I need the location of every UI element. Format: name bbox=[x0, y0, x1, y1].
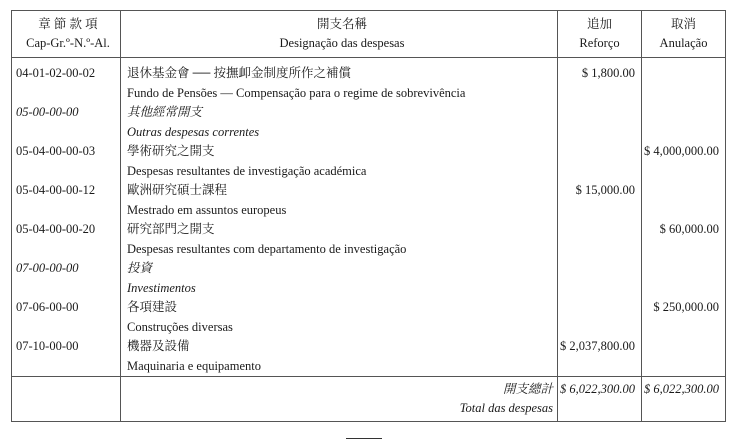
row-designation-zh: 學術研究之開支 bbox=[121, 142, 558, 162]
row-designation-zh: 其他經常開支 bbox=[121, 103, 558, 123]
table-row bbox=[12, 220, 726, 240]
header-designation-pt: Designação das despesas bbox=[279, 36, 405, 50]
total-label-pt: Total das despesas bbox=[459, 401, 553, 415]
header-anulacao-zh: 取消 bbox=[670, 17, 696, 31]
total-label bbox=[121, 377, 558, 422]
table-row bbox=[12, 298, 726, 318]
table-row bbox=[12, 337, 726, 357]
header-code-zh: 章 節 款 項 bbox=[38, 17, 98, 31]
row-designation-zh: 投資 bbox=[121, 259, 558, 279]
row-code: 05-00-00-00 bbox=[12, 103, 121, 123]
table-row bbox=[12, 142, 726, 162]
table-row bbox=[12, 357, 726, 377]
row-anulacao bbox=[642, 103, 726, 123]
row-code: 07-00-00-00 bbox=[12, 259, 121, 279]
row-code: 05-04-00-00-20 bbox=[12, 220, 121, 240]
budget-table bbox=[11, 10, 726, 422]
row-designation-zh: 歐洲研究碩士課程 bbox=[121, 181, 558, 201]
row-code: 07-06-00-00 bbox=[12, 298, 121, 318]
row-anulacao bbox=[642, 181, 726, 201]
row-reforco: $ 2,037,800.00 bbox=[558, 337, 642, 357]
row-code: 04-01-02-00-02 bbox=[12, 58, 121, 84]
row-designation-zh: 各項建設 bbox=[121, 298, 558, 318]
row-reforco: $ 1,800.00 bbox=[558, 58, 642, 84]
row-code: 05-04-00-00-12 bbox=[12, 181, 121, 201]
header-reforco bbox=[558, 11, 642, 58]
row-reforco: $ 15,000.00 bbox=[558, 181, 642, 201]
header-code-pt: Cap-Gr.º-N.º-Al. bbox=[26, 36, 110, 50]
row-designation-pt: Construções diversas bbox=[121, 318, 558, 338]
table-row bbox=[12, 201, 726, 221]
header-designation-zh: 開支名稱 bbox=[316, 17, 367, 31]
row-designation-pt: Investimentos bbox=[121, 279, 558, 299]
table-row bbox=[12, 103, 726, 123]
header-designation bbox=[121, 11, 558, 58]
row-reforco bbox=[558, 259, 642, 279]
row-reforco bbox=[558, 220, 642, 240]
row-designation-zh: 機器及設備 bbox=[121, 337, 558, 357]
header-anulacao bbox=[642, 11, 726, 58]
row-reforco bbox=[558, 298, 642, 318]
row-designation-pt: Fundo de Pensões — Compensação para o regime de sobrevivência bbox=[121, 84, 558, 104]
table-row bbox=[12, 84, 726, 104]
row-designation-pt: Maquinaria e equipamento bbox=[121, 357, 558, 377]
table-row bbox=[12, 162, 726, 182]
table-row bbox=[12, 181, 726, 201]
header-row bbox=[12, 11, 726, 58]
total-row bbox=[12, 377, 726, 422]
row-code: 07-10-00-00 bbox=[12, 337, 121, 357]
row-anulacao: $ 250,000.00 bbox=[642, 298, 726, 318]
row-anulacao: $ 4,000,000.00 bbox=[642, 142, 726, 162]
row-anulacao bbox=[642, 259, 726, 279]
row-anulacao bbox=[642, 58, 726, 84]
row-code: 05-04-00-00-03 bbox=[12, 142, 121, 162]
total-label-zh: 開支總計 bbox=[502, 382, 553, 396]
row-designation-zh: 退休基金會 ── 按撫卹金制度所作之補償 bbox=[121, 58, 558, 84]
header-anulacao-pt: Anulação bbox=[659, 36, 708, 50]
row-designation-pt: Despesas resultantes com departamento de investigação bbox=[121, 240, 558, 260]
header-code bbox=[12, 11, 121, 58]
row-reforco bbox=[558, 142, 642, 162]
total-reforco: $ 6,022,300.00 bbox=[558, 377, 642, 422]
row-anulacao: $ 60,000.00 bbox=[642, 220, 726, 240]
table-row bbox=[12, 259, 726, 279]
total-anulacao: $ 6,022,300.00 bbox=[642, 377, 726, 422]
table-row bbox=[12, 123, 726, 143]
table-row bbox=[12, 318, 726, 338]
row-designation-pt: Mestrado em assuntos europeus bbox=[121, 201, 558, 221]
header-reforco-zh: 追加 bbox=[586, 17, 612, 31]
row-designation-zh: 研究部門之開支 bbox=[121, 220, 558, 240]
footer-rule bbox=[346, 438, 382, 439]
table-row bbox=[12, 279, 726, 299]
table-row bbox=[12, 240, 726, 260]
row-anulacao bbox=[642, 337, 726, 357]
row-designation-pt: Outras despesas correntes bbox=[121, 123, 558, 143]
row-reforco bbox=[558, 103, 642, 123]
table-row bbox=[12, 58, 726, 84]
header-reforco-pt: Reforço bbox=[579, 36, 620, 50]
row-designation-pt: Despesas resultantes de investigação académica bbox=[121, 162, 558, 182]
